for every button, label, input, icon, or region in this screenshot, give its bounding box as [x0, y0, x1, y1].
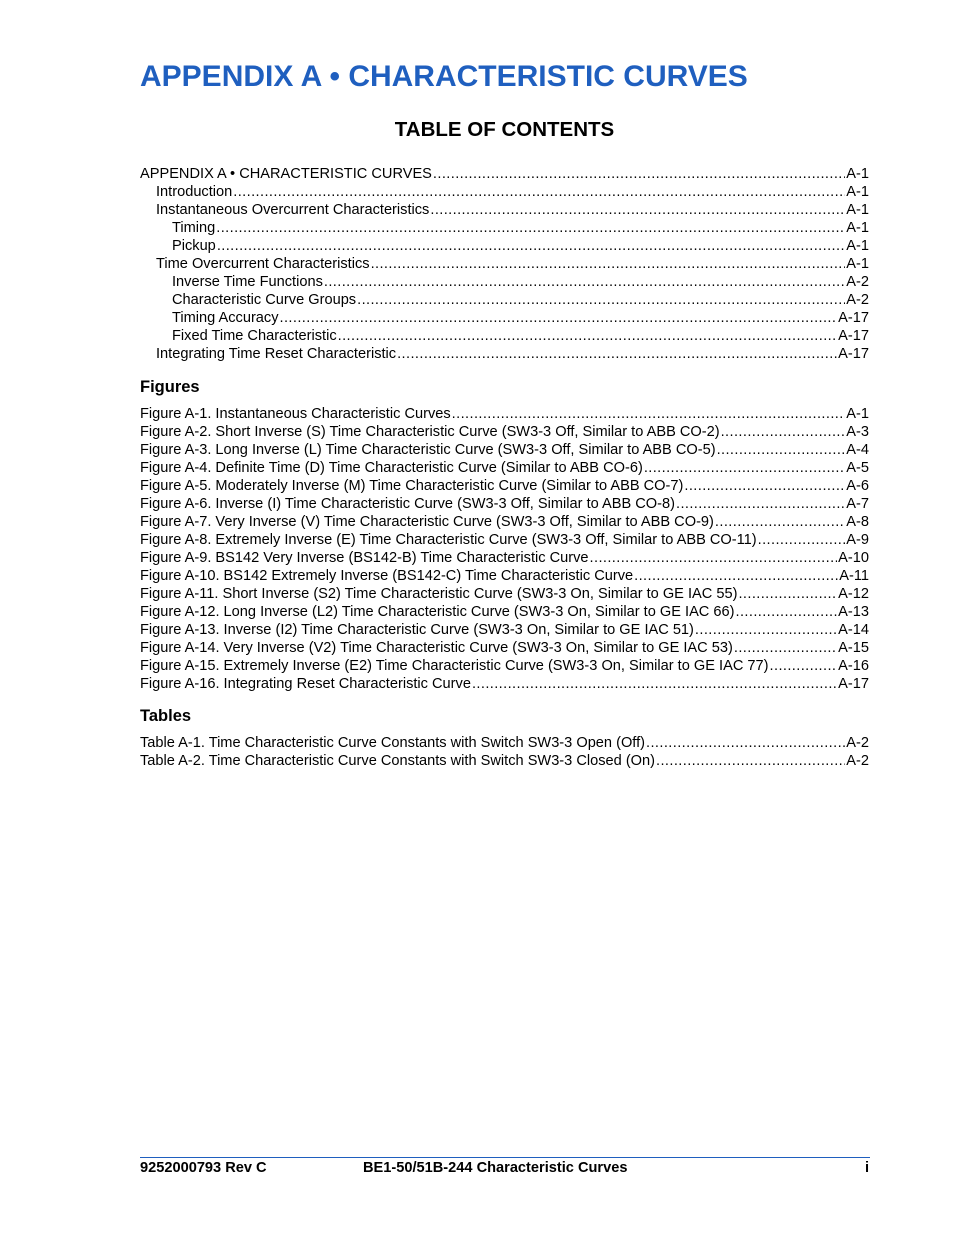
- toc-entry[interactable]: Timing ..... A-1: [140, 219, 869, 237]
- toc-entry[interactable]: APPENDIX A • CHARACTERISTIC CURVES ..... A-1: [140, 165, 869, 183]
- toc-entry[interactable]: Integrating Time Reset Characteristic ..... A-17: [140, 345, 869, 363]
- figures-heading: Figures: [140, 378, 200, 396]
- figure-entry[interactable]: Figure A-9. BS142 Very Inverse (BS142-B) Time Characteristic Curve ..... A-10: [140, 549, 869, 567]
- toc-heading: TABLE OF CONTENTS: [394, 118, 615, 141]
- figure-entry[interactable]: Figure A-7. Very Inverse (V) Time Characteristic Curve (SW3-3 Off, Similar to ABB CO-9) ..... A-8: [140, 513, 869, 531]
- toc-entry[interactable]: Introduction ..... A-1: [140, 183, 869, 201]
- figure-entry[interactable]: Figure A-11. Short Inverse (S2) Time Characteristic Curve (SW3-3 On, Similar to GE IAC 55) ..... A-12: [140, 585, 869, 603]
- footer-rule: [140, 1157, 870, 1158]
- tables-list: [140, 734, 869, 770]
- figure-entry[interactable]: Figure A-16. Integrating Reset Characteristic Curve ..... A-17: [140, 675, 869, 693]
- toc-entry[interactable]: Pickup ..... A-1: [140, 237, 869, 255]
- figure-entry[interactable]: Figure A-1. Instantaneous Characteristic Curves ..... A-1: [140, 405, 869, 423]
- figure-entry[interactable]: Figure A-5. Moderately Inverse (M) Time Characteristic Curve (Similar to ABB CO-7) ..... A-6: [140, 477, 869, 495]
- toc-list: [140, 165, 869, 363]
- toc-entry[interactable]: Inverse Time Functions ..... A-2: [140, 273, 869, 291]
- figure-entry[interactable]: Figure A-8. Extremely Inverse (E) Time Characteristic Curve (SW3-3 Off, Similar to ABB CO-11) ..... A-9: [140, 531, 869, 549]
- figures-list: [140, 405, 869, 693]
- page-title: APPENDIX A • CHARACTERISTIC CURVES: [140, 60, 748, 93]
- toc-entry[interactable]: Fixed Time Characteristic ..... A-17: [140, 327, 869, 345]
- toc-entry[interactable]: Characteristic Curve Groups ..... A-2: [140, 291, 869, 309]
- figure-entry[interactable]: Figure A-12. Long Inverse (L2) Time Characteristic Curve (SW3-3 On, Similar to GE IAC 66) ..... A-13: [140, 603, 869, 621]
- figure-entry[interactable]: Figure A-10. BS142 Extremely Inverse (BS142-C) Time Characteristic Curve ..... A-11: [140, 567, 869, 585]
- footer-page-number: i: [864, 1160, 869, 1176]
- footer-doc-number: 9252000793 Rev C: [140, 1160, 267, 1176]
- figure-entry[interactable]: Figure A-4. Definite Time (D) Time Characteristic Curve (Similar to ABB CO-6) ..... A-5: [140, 459, 869, 477]
- page-footer: [140, 1160, 869, 1178]
- figure-entry[interactable]: Figure A-3. Long Inverse (L) Time Characteristic Curve (SW3-3 Off, Similar to ABB CO-5) ..... A-4: [140, 441, 869, 459]
- figure-entry[interactable]: Figure A-6. Inverse (I) Time Characteristic Curve (SW3-3 Off, Similar to ABB CO-8) ..... A-7: [140, 495, 869, 513]
- figure-entry[interactable]: Figure A-15. Extremely Inverse (E2) Time Characteristic Curve (SW3-3 On, Similar to GE IAC 77) ..... A-16: [140, 657, 869, 675]
- toc-entry[interactable]: Time Overcurrent Characteristics ..... A-1: [140, 255, 869, 273]
- toc-entry[interactable]: Timing Accuracy ..... A-17: [140, 309, 869, 327]
- table-entry[interactable]: Table A-1. Time Characteristic Curve Constants with Switch SW3-3 Open (Off) ..... A-2: [140, 734, 869, 752]
- toc-entry[interactable]: Instantaneous Overcurrent Characteristics ..... A-1: [140, 201, 869, 219]
- figure-entry[interactable]: Figure A-2. Short Inverse (S) Time Characteristic Curve (SW3-3 Off, Similar to ABB CO-2) ..... A-3: [140, 423, 869, 441]
- tables-heading: Tables: [140, 707, 192, 725]
- figure-entry[interactable]: Figure A-13. Inverse (I2) Time Characteristic Curve (SW3-3 On, Similar to GE IAC 51) ..... A-14: [140, 621, 869, 639]
- footer-doc-title: BE1-50/51B-244 Characteristic Curves: [363, 1160, 628, 1176]
- figure-entry[interactable]: Figure A-14. Very Inverse (V2) Time Characteristic Curve (SW3-3 On, Similar to GE IAC 53) ..... A-15: [140, 639, 869, 657]
- table-entry[interactable]: Table A-2. Time Characteristic Curve Constants with Switch SW3-3 Closed (On) ..... A-2: [140, 752, 869, 770]
